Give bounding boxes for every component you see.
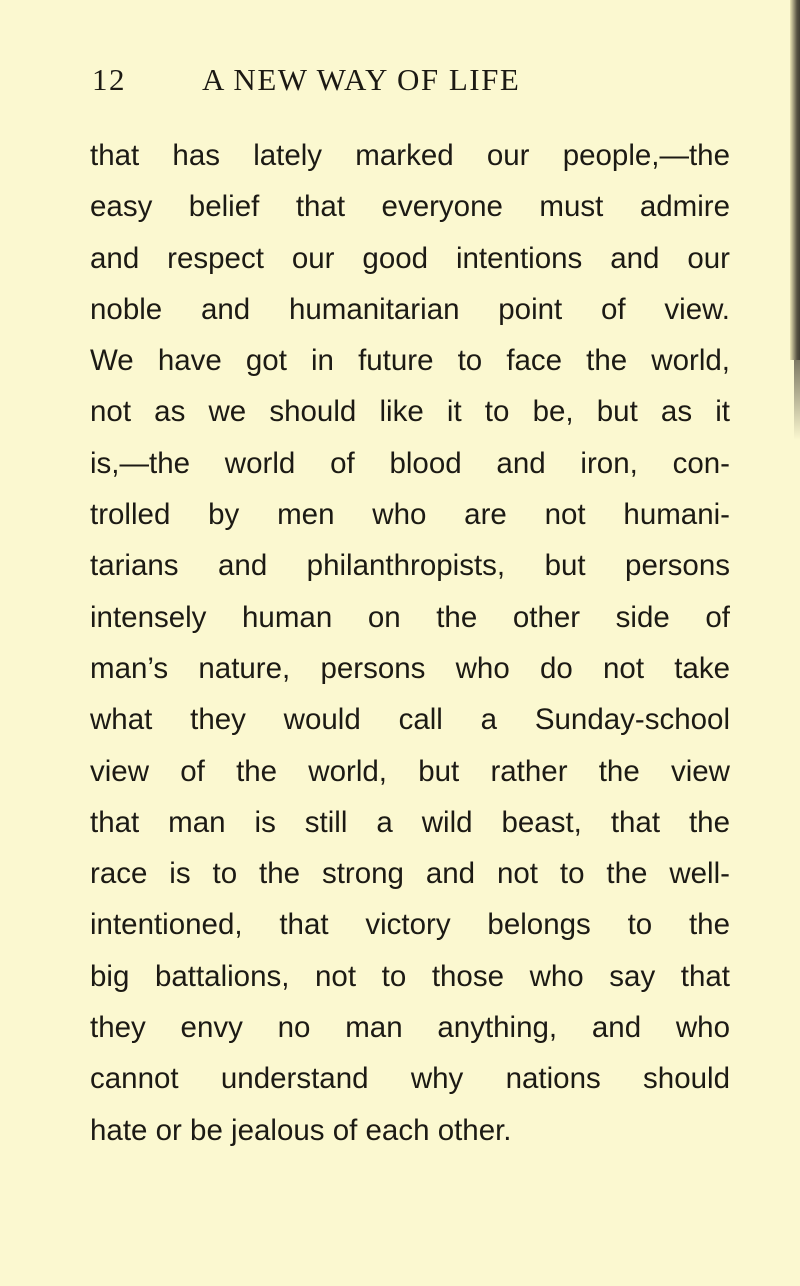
text-line: intensely human on the other side of (90, 600, 730, 634)
running-head (92, 62, 712, 102)
page-binding-edge-fade (794, 360, 800, 440)
text-line: view of the world, but rather the view (90, 754, 730, 788)
text-line: that has lately marked our people,—the (90, 139, 730, 172)
text-line: they envy no man anything, and who (90, 1011, 730, 1045)
text-line: trolled by men who are not humani- (90, 498, 730, 532)
body-paragraph (90, 130, 730, 1156)
text-line: that man is still a wild beast, that the (90, 805, 730, 839)
text-line: man’s nature, persons who do not take (90, 651, 730, 685)
page-binding-edge (790, 0, 800, 360)
page-number: 12 (92, 62, 126, 97)
text-line: race is to the strong and not to the well- (90, 857, 730, 891)
text-line: not as we should like it to be, but as it (90, 395, 730, 429)
text-line: is,—the world of blood and iron, con- (90, 446, 730, 480)
text-line: noble and humanitarian point of view. (90, 292, 730, 326)
text-line: intentioned, that victory belongs to the (90, 908, 730, 942)
text-line: We have got in future to face the world, (90, 344, 730, 378)
text-line: what they would call a Sunday-school (90, 703, 730, 737)
text-line: big battalions, not to those who say that (90, 959, 730, 993)
text-line: cannot understand why nations should (90, 1062, 730, 1096)
text-line: tarians and philanthropists, but persons (90, 549, 730, 583)
text-line: easy belief that everyone must admire (90, 190, 730, 224)
running-title: A NEW WAY OF LIFE (202, 62, 521, 97)
text-line: hate or be jealous of each other. (90, 1113, 512, 1147)
text-line: and respect our good intentions and our (90, 241, 730, 275)
